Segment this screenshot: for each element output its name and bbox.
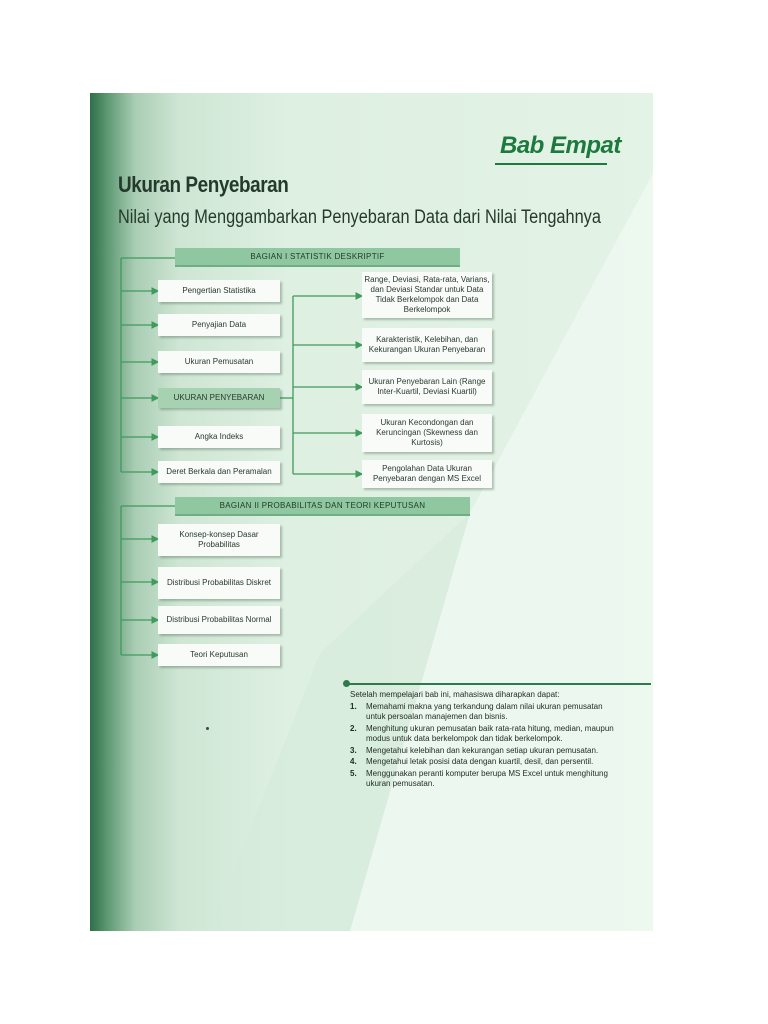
subtopic-box-1: Range, Deviasi, Rata-rata, Varians, dan Deviasi Standar untuk Data Tidak Berkelompok dan Data Berkelompok (362, 272, 492, 318)
topic-box-5: Angka Indeks (158, 426, 280, 448)
chapter-subtitle: Nilai yang Menggambarkan Penyebaran Data dari Nilai Tengahnya (118, 207, 601, 228)
topic-box-1: Pengertian Statistika (158, 280, 280, 302)
subtopic-box-4: Ukuran Kecondongan dan Keruncingan (Skewness dan Kurtosis) (362, 414, 492, 452)
part2-box-3: Distribusi Probabilitas Normal (158, 606, 280, 634)
objective-item: 5. Menggunakan peranti komputer berupa MS Excel untuk menghitung ukuran pemusatan. (350, 768, 608, 788)
objectives-intro: Setelah mempelajari bab ini, mahasiswa diharapkan dapat: (350, 690, 560, 699)
objectives-rule (346, 683, 651, 685)
part2-box-2: Distribusi Probabilitas Diskret (158, 567, 280, 599)
objective-item: 1. Memahami makna yang terkandung dalam nilai ukuran pemusatan untuk persoalan manajemen dan bisnis. (350, 701, 603, 721)
objective-item: 4. Mengetahui letak posisi data dengan kuartil, desil, dan persentil. (350, 757, 594, 766)
topic-box-current: UKURAN PENYEBARAN (158, 388, 280, 408)
objective-item: 3. Mengetahui kelebihan dan kekurangan setiap ukuran pemusatan. (350, 745, 599, 755)
subtopic-box-3: Ukuran Penyebaran Lain (Range Inter-Kuartil, Deviasi Kuartil) (362, 370, 492, 404)
chapter-title: Ukuran Penyebaran (118, 172, 289, 197)
topic-box-3: Ukuran Pemusatan (158, 351, 280, 373)
part2-box-1: Konsep-konsep Dasar Probabilitas (158, 524, 280, 556)
part-2-header: BAGIAN II PROBABILITAS DAN TEORI KEPUTUSAN (175, 497, 470, 516)
part2-box-4: Teori Keputusan (158, 644, 280, 666)
subtopic-box-2: Karakteristik, Kelebihan, dan Kekurangan Ukuran Penyebaran (362, 328, 492, 362)
topic-box-2: Penyajian Data (158, 314, 280, 336)
learning-objectives (350, 690, 620, 790)
chapter-label: Bab Empat (500, 132, 621, 159)
subtopic-box-5: Pengolahan Data Ukuran Penyebaran dengan MS Excel (362, 460, 492, 488)
topic-box-6: Deret Berkala dan Peramalan (158, 461, 280, 483)
stray-mark (206, 727, 209, 730)
objective-item: 2. Menghitung ukuran pemusatan baik rata-rata hitung, median, maupun modus untuk data berkelompok dan tidak berkelompok. (350, 723, 614, 743)
part-1-header: BAGIAN I STATISTIK DESKRIPTIF (175, 248, 460, 267)
